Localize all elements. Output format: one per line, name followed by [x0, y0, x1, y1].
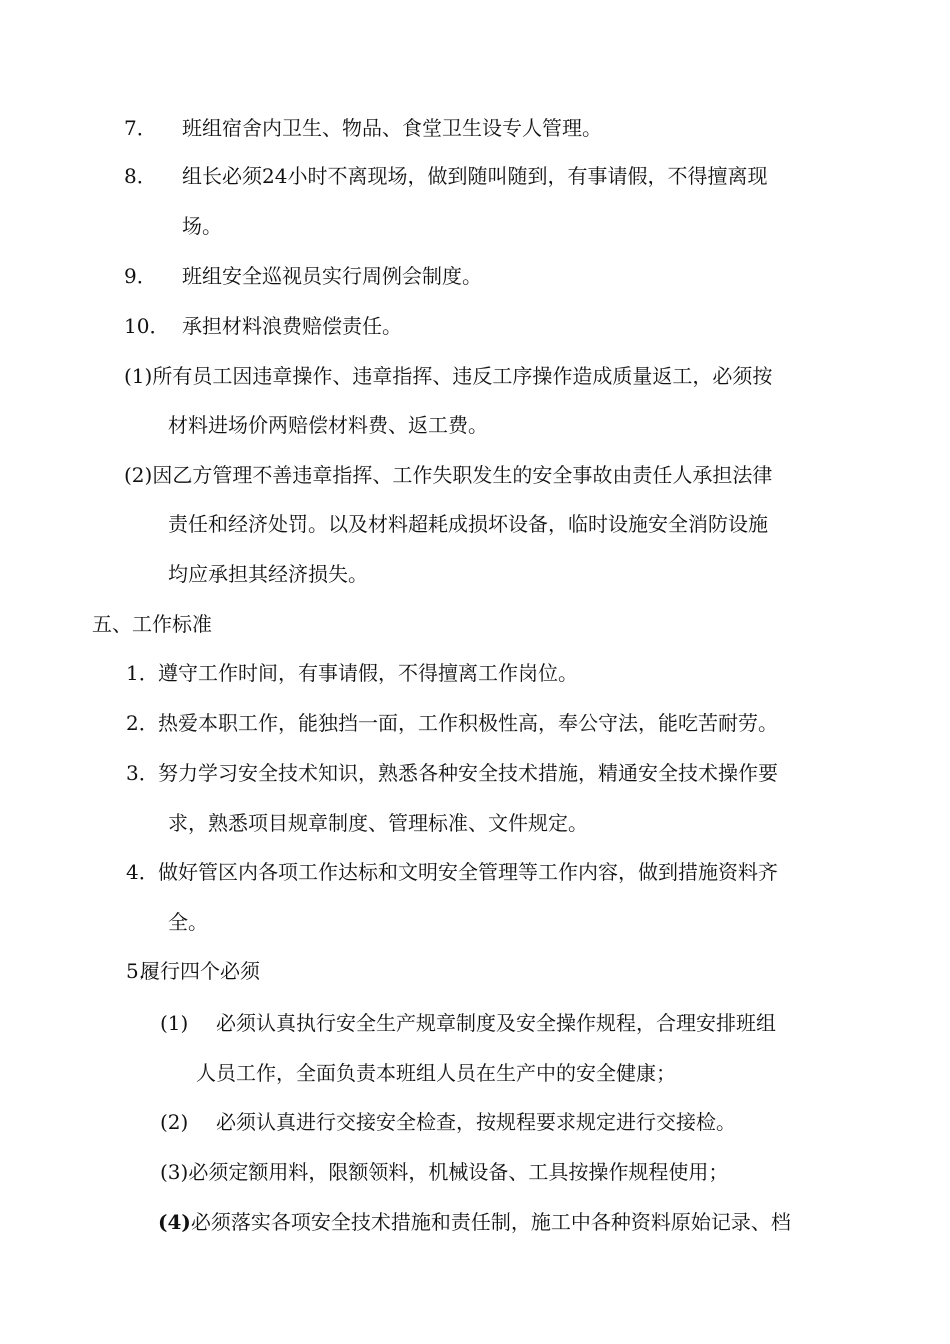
standard-text: 履行四个必须 — [140, 959, 260, 983]
sub-item-1 — [124, 364, 772, 388]
must-3 — [160, 1160, 728, 1184]
sub-item-2 — [124, 463, 772, 487]
item-number: 10． — [124, 314, 170, 338]
sub-item-2-continuation: 责任和经济处罚。以及材料超耗成损坏设备，临时设施安全消防设施 — [168, 512, 768, 536]
sub-label: (2) — [124, 463, 153, 487]
must-label: (4) — [158, 1210, 191, 1234]
standard-text: 遵守工作时间，有事请假，不得擅离工作岗位。 — [158, 661, 578, 685]
item-number: 8． — [124, 164, 157, 188]
must-text: 必须定额用料，限额领料，机械设备、工具按操作规程使用； — [188, 1160, 729, 1184]
must-1 — [160, 1011, 776, 1035]
must-label: (1) — [160, 1011, 189, 1035]
standard-3-continuation: 求，熟悉项目规章制度、管理标准、文件规定。 — [168, 811, 588, 835]
item-8 — [124, 164, 767, 188]
item-10 — [124, 314, 402, 338]
standard-1 — [126, 661, 578, 685]
standard-number: 4． — [126, 860, 159, 884]
must-text: 必须落实各项安全技术措施和责任制，施工中各种资料原始记录、档 — [190, 1210, 791, 1234]
item-number: 9． — [124, 264, 157, 288]
standard-5 — [126, 959, 260, 983]
sub-item-2-continuation: 均应承担其经济损失。 — [168, 562, 368, 586]
standard-text: 做好管区内各项工作达标和文明安全管理等工作内容，做到措施资料齐 — [158, 860, 778, 884]
standard-number: 2． — [126, 711, 159, 735]
must-2 — [160, 1110, 736, 1134]
sub-text: 所有员工因违章操作、违章指挥、违反工序操作造成质量返工，必须按 — [152, 364, 773, 388]
standard-number: 5. — [126, 959, 146, 983]
item-text: 承担材料浪费赔偿责任。 — [182, 314, 402, 338]
standard-3 — [126, 761, 778, 785]
standard-4-continuation: 全。 — [168, 910, 208, 934]
standard-text: 热爱本职工作，能独挡一面，工作积极性高，奉公守法，能吃苦耐劳。 — [158, 711, 778, 735]
sub-text: 因乙方管理不善违章指挥、工作失职发生的安全事故由责任人承担法律 — [152, 463, 773, 487]
item-text: 班组安全巡视员实行周例会制度。 — [182, 264, 482, 288]
sub-label: (1) — [124, 364, 153, 388]
must-label: (2) — [160, 1110, 189, 1134]
standard-number: 1． — [126, 661, 159, 685]
standard-4 — [126, 860, 778, 884]
must-text: 必须认真执行安全生产规章制度及安全操作规程，合理安排班组 — [216, 1011, 776, 1035]
standard-2 — [126, 711, 778, 735]
item-number: 7． — [124, 116, 157, 140]
item-text: 班组宿舍内卫生、物品、食堂卫生设专人管理。 — [182, 116, 602, 140]
must-label: (3) — [160, 1160, 189, 1184]
section-heading: 五、工作标准 — [92, 612, 212, 636]
item-text: 组长必须24小时不离现场，做到随叫随到，有事请假，不得擅离现 — [182, 164, 768, 188]
sub-item-1-continuation: 材料进场价两赔偿材料费、返工费。 — [168, 413, 488, 437]
must-1-continuation: 人员工作，全面负责本班组人员在生产中的安全健康； — [196, 1061, 676, 1085]
must-4 — [158, 1210, 791, 1234]
must-text: 必须认真进行交接安全检查，按规程要求规定进行交接检。 — [216, 1110, 736, 1134]
standard-text: 努力学习安全技术知识，熟悉各种安全技术措施，精通安全技术操作要 — [158, 761, 778, 785]
item-9 — [124, 264, 482, 288]
item-7 — [124, 116, 602, 140]
standard-number: 3． — [126, 761, 159, 785]
item-8-continuation: 场。 — [182, 214, 222, 238]
